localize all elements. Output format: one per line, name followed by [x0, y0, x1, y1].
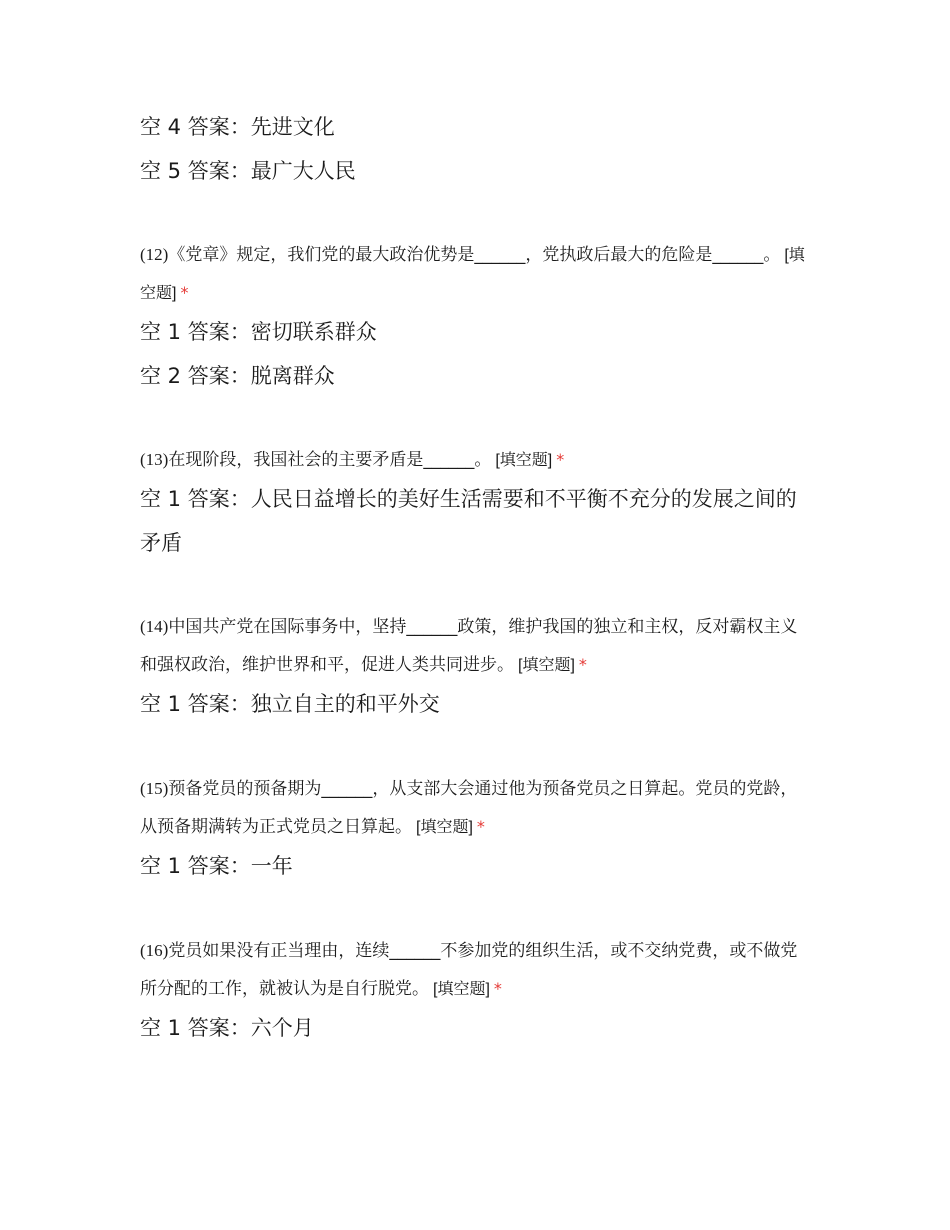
answer-line: 空 1 答案：一年 — [140, 854, 293, 878]
question-type: [填空题] — [416, 819, 473, 836]
answer-line: 空 1 答案：人民日益增长的美好生活需要和不平衡不充分的发展之间的矛盾 — [140, 487, 797, 555]
question-text: 在现阶段，我国社会的主要矛盾是______。 — [168, 450, 492, 470]
required-marker: * — [180, 283, 189, 302]
answer-line: 空 1 答案：六个月 — [140, 1016, 314, 1040]
required-marker: * — [556, 450, 565, 469]
question-13 — [140, 441, 812, 479]
required-marker: * — [578, 655, 587, 674]
required-marker: * — [476, 817, 485, 836]
question-type: [填空题] — [495, 452, 553, 469]
answer-line: 空 1 答案：密切联系群众 — [140, 320, 377, 344]
question-number: (14) — [140, 617, 169, 636]
question-type: [填空题] — [518, 657, 575, 674]
question-15 — [140, 770, 812, 846]
question-number: (13) — [140, 450, 169, 469]
required-marker: * — [493, 979, 502, 998]
question-number: (12) — [140, 245, 169, 264]
answer-line: 空 1 答案：独立自主的和平外交 — [140, 692, 440, 716]
question-text: 党员如果没有正当理由，连续______不参加党的组织生活，或不交纳党费，或不做党所分配的工作，就被认为是自行脱党。 — [140, 941, 798, 999]
question-number: (16) — [140, 941, 169, 960]
answer-line: 空 5 答案：最广大人民 — [140, 159, 356, 183]
answer-line: 空 2 答案：脱离群众 — [140, 364, 335, 388]
question-14 — [140, 608, 812, 684]
question-16 — [140, 932, 812, 1008]
question-text: 《党章》规定，我们党的最大政治优势是______，党执政后最大的危险是______。 — [168, 245, 781, 265]
question-text: 中国共产党在国际事务中，坚持______政策，维护我国的独立和主权，反对霸权主义和强权政治，维护世界和平，促进人类共同进步。 — [140, 617, 798, 675]
question-type: [填空题] — [140, 247, 805, 302]
question-12 — [140, 236, 812, 312]
question-number: (15) — [140, 779, 169, 798]
question-type: [填空题] — [433, 981, 490, 998]
answer-line: 空 4 答案：先进文化 — [140, 115, 335, 139]
question-text: 预备党员的预备期为______，从支部大会通过他为预备党员之日算起。党员的党龄，从预备期满转为正式党员之日算起。 — [140, 779, 798, 837]
